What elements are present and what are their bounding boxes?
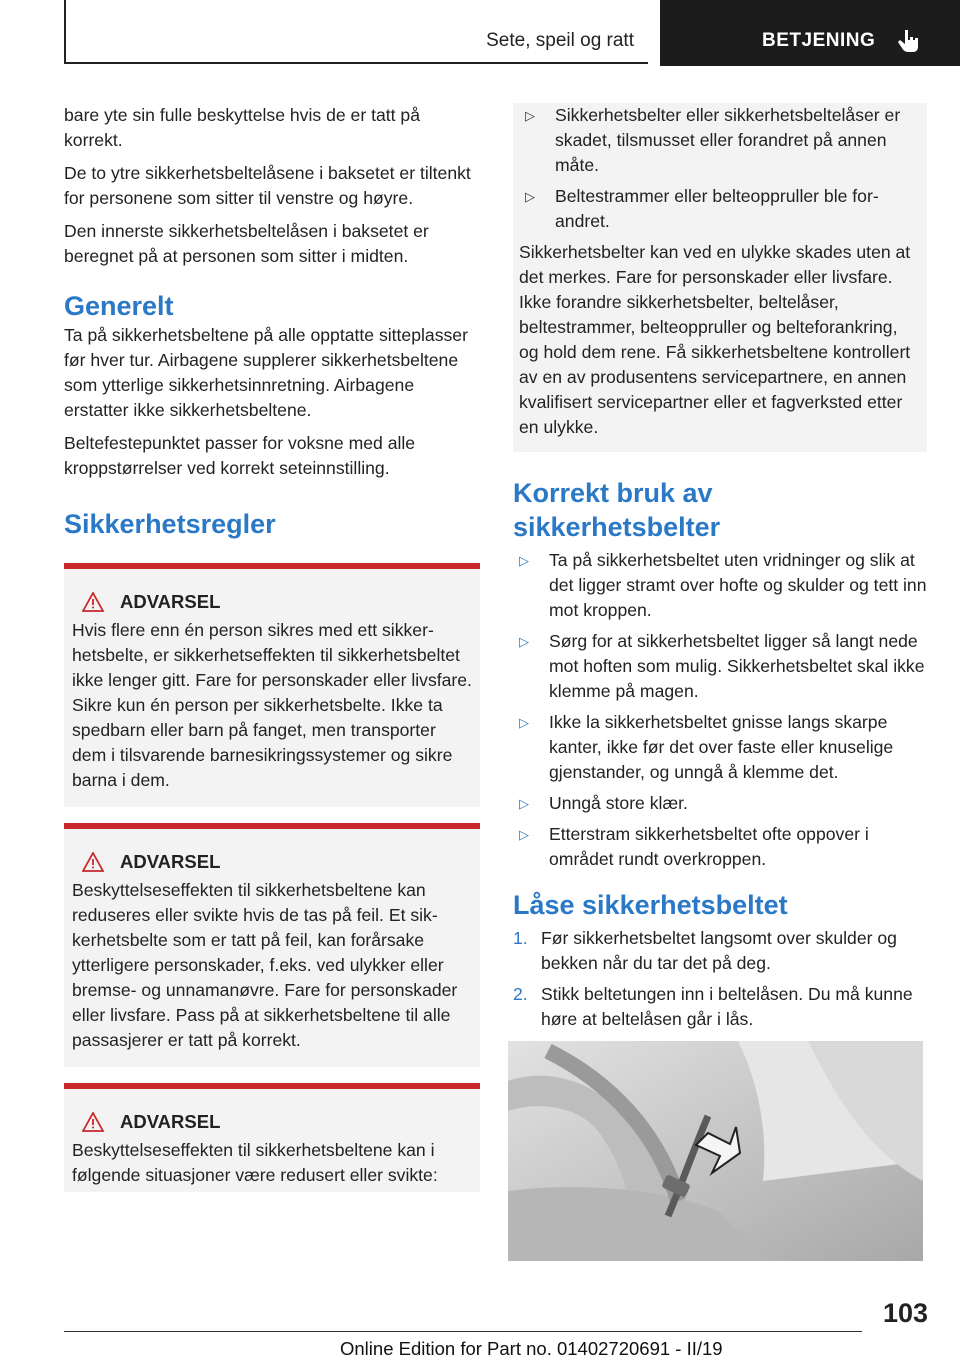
right-column bbox=[513, 103, 927, 1038]
paragraph: Ta på sikkerhetsbeltene på alle opptatte sitteplasser før hver tur. Airbagene supplerer sikkerhetsbeltene som ytterlige sikkerhetsinnretning. Airbagene erstatter ikke sikkerhetsbeltene. bbox=[64, 325, 468, 420]
triangle-bullet-icon: ▷ bbox=[525, 108, 535, 123]
heading-korrekt-bruk: Korrekt bruk av sikkerhetsbelter bbox=[513, 478, 721, 542]
list-item-text: Etterstram sikkerhetsbeltet ofte oppover i området rundt overkroppen. bbox=[549, 824, 869, 869]
step-number: 1. bbox=[513, 928, 528, 948]
warning-text: Hvis flere enn én person sikres med ett sikkerhetsbelte, er sikkerhetseffekten til sikkerhetsbeltet ikke lenger gitt. Fare for personskader eller livsfare. Sikre kun én person per sikkerhetsbelte. Ikke ta spedbarn eller barn på fanget, men transporter dem i tilsvarende barnesikringssystemer og sikre barna i dem. bbox=[72, 620, 472, 790]
footer-text: Online Edition for Part no. 01402720691 - II/19 bbox=[340, 1338, 723, 1359]
paragraph: Den innerste sikkerhetsbeltelåsen i baksetet er beregnet på at personen som sitter i midten. bbox=[64, 221, 429, 266]
pointing-hand-icon bbox=[896, 28, 922, 54]
warning-title: ADVARSEL bbox=[120, 851, 221, 872]
page-number: 103 bbox=[882, 1298, 928, 1328]
list-item bbox=[513, 548, 927, 623]
warning-box bbox=[64, 1083, 480, 1192]
heading-laase: Låse sikkerhetsbeltet bbox=[513, 890, 788, 920]
list-item-text: Ikke la sikkerhetsbeltet gnisse langs skarpe kanter, ikke før det over faste eller knuselige gjenstander, og unngå å klemme det. bbox=[549, 712, 894, 782]
list-item bbox=[519, 103, 921, 178]
footer-divider bbox=[64, 1331, 862, 1332]
warning-triangle-icon bbox=[82, 592, 104, 612]
heading-generelt: Generelt bbox=[64, 291, 174, 321]
warning-text: Beskyttelseseffekten til sikkerhetsbeltene kan i følgende situasjoner være redusert eller svikte: bbox=[72, 1140, 438, 1185]
paragraph: bare yte sin fulle beskyttelse hvis de er tatt på korrekt. bbox=[64, 105, 420, 150]
list-item-text: Sørg for at sikkerhetsbeltet ligger så langt nede mot hoften som mulig. Sikkerhetsbeltet skal ikke klemme på magen. bbox=[549, 631, 925, 701]
list-item bbox=[519, 184, 921, 234]
triangle-bullet-icon: ▷ bbox=[519, 553, 529, 568]
numbered-step bbox=[513, 982, 927, 1032]
triangle-bullet-icon: ▷ bbox=[519, 634, 529, 649]
warning-text: Sikkerhetsbelter kan ved en ulykke skades uten at det merkes. Fare for personskader eller livsfare. Ikke forandre sikkerhetsbelter, beltelåser, beltestrammer, belteoppruller og belteforankring, og hold dem rene. Få sikkerhetsbeltene kontrollert av en av produsentens servicepartnere, en annen kvalifisert servicepartner eller et fagverksted etter en ulykke. bbox=[519, 242, 911, 437]
left-column bbox=[64, 103, 480, 1192]
warning-text: Beskyttelseseffekten til sikkerhetsbeltene kan reduseres eller svikte hvis de tas på feil. Et sikkerhetsbelte som er tatt på feil, kan forårsake ytterligere personskader, f.eks. ved ulykker eller bremse- og unnamanøvre. Fare for personskader eller livsfare. Pass på at sikkerhetsbeltene til alle passasjerer er tatt på korrekt. bbox=[72, 880, 458, 1050]
section-title: Sete, speil og ratt bbox=[486, 30, 634, 51]
list-item-text: Ta på sikkerhetsbeltet uten vridninger og slik at det ligger stramt over hofte og skulder og tett inn mot kroppen. bbox=[549, 550, 927, 620]
step-text: Før sikkerhetsbeltet langsomt over skulder og bekken når du tar det på deg. bbox=[541, 928, 897, 973]
paragraph: De to ytre sikkerhetsbeltelåsene i baksetet er tiltenkt for personene som sitter til venstre og høyre. bbox=[64, 163, 471, 208]
paragraph: Beltefestepunktet passer for voksne med alle kroppstørrelser ved korrekt seteinnstilling. bbox=[64, 433, 416, 478]
warning-triangle-icon bbox=[82, 852, 104, 872]
warning-box bbox=[64, 563, 480, 807]
list-item bbox=[513, 791, 927, 816]
step-number: 2. bbox=[513, 984, 528, 1004]
warning-triangle-icon bbox=[82, 1112, 104, 1132]
chapter-tab bbox=[660, 0, 960, 66]
list-item-text: Unngå store klær. bbox=[549, 793, 688, 813]
warning-box bbox=[64, 823, 480, 1067]
triangle-bullet-icon: ▷ bbox=[519, 715, 529, 730]
triangle-bullet-icon: ▷ bbox=[519, 827, 529, 842]
chapter-title: BETJENING bbox=[762, 30, 876, 51]
triangle-bullet-icon: ▷ bbox=[519, 796, 529, 811]
triangle-bullet-icon: ▷ bbox=[525, 189, 535, 204]
running-header-box bbox=[64, 0, 648, 64]
list-item bbox=[513, 822, 927, 872]
list-item-text: Beltestrammer eller belteoppruller ble forandret. bbox=[555, 186, 879, 231]
warning-continuation bbox=[513, 103, 927, 452]
list-item bbox=[513, 710, 927, 785]
heading-sikkerhetsregler: Sikkerhetsregler bbox=[64, 509, 276, 539]
seatbelt-buckle-illustration bbox=[508, 1041, 923, 1261]
numbered-step bbox=[513, 926, 927, 976]
step-text: Stikk beltetungen inn i beltelåsen. Du må kunne høre at beltelåsen går i lås. bbox=[541, 984, 913, 1029]
warning-title: ADVARSEL bbox=[120, 1111, 221, 1132]
list-item bbox=[513, 629, 927, 704]
list-item-text: Sikkerhetsbelter eller sikkerhetsbeltelåser er skadet, tilsmusset eller forandret på annen måte. bbox=[555, 105, 901, 175]
warning-title: ADVARSEL bbox=[120, 591, 221, 612]
